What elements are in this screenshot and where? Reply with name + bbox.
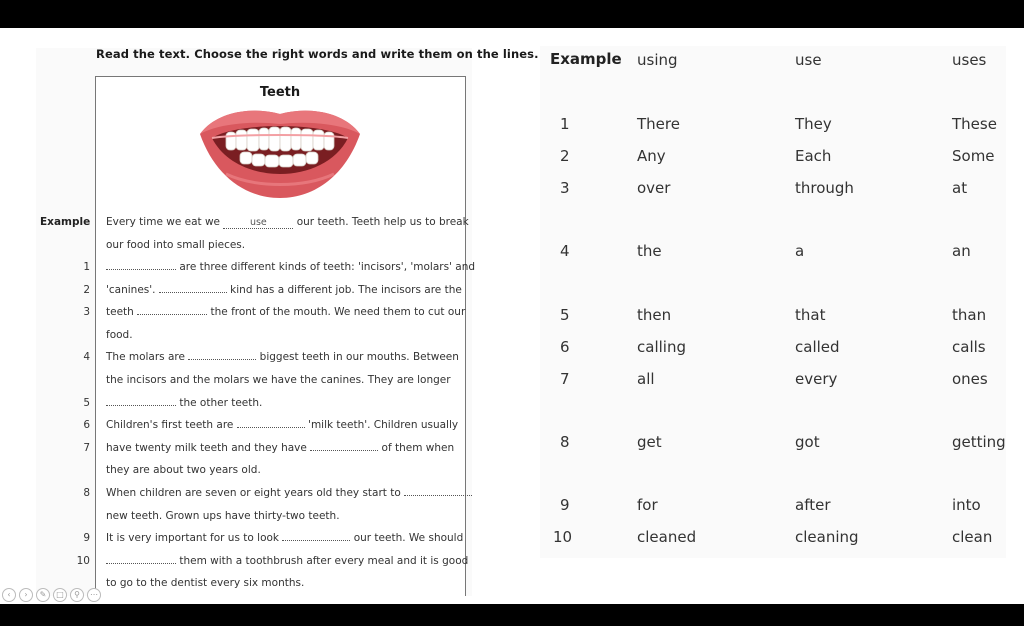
text-line: Every time we eat we use our teeth. Teeth help us to break <box>106 216 469 228</box>
options-panel <box>540 46 1006 558</box>
question-number: 7 <box>83 442 90 454</box>
question-number: 8 <box>83 487 90 499</box>
option-c: ones <box>952 370 988 388</box>
option-c: at <box>952 179 968 197</box>
text-line: they are about two years old. <box>106 464 261 476</box>
option-a: the <box>637 242 662 260</box>
option-c: These <box>952 115 997 133</box>
option-row-label: 5 <box>560 306 570 324</box>
option-c: Some <box>952 147 995 165</box>
viewer-controls <box>2 588 101 602</box>
option-c: uses <box>952 51 987 69</box>
option-row-label: 2 <box>560 147 570 165</box>
option-c: clean <box>952 528 993 546</box>
option-c: than <box>952 306 987 324</box>
option-b: got <box>795 433 820 451</box>
option-row-label: 4 <box>560 242 570 260</box>
option-b: through <box>795 179 854 197</box>
question-number: 4 <box>83 351 90 363</box>
option-a: Any <box>637 147 666 165</box>
option-c: an <box>952 242 971 260</box>
question-number: 10 <box>76 555 90 567</box>
option-b: cleaning <box>795 528 859 546</box>
option-row-label: 8 <box>560 433 570 451</box>
option-a: There <box>637 115 680 133</box>
answer-gap-3[interactable] <box>137 305 207 315</box>
answer-gap-5[interactable] <box>106 396 176 406</box>
option-row-label: 3 <box>560 179 570 197</box>
option-a: get <box>637 433 662 451</box>
option-a: then <box>637 306 672 324</box>
option-row-label: 1 <box>560 115 570 133</box>
text-line: to go to the dentist every six months. <box>106 577 305 589</box>
next-icon[interactable]: › <box>19 588 33 602</box>
text-line: Children's first teeth are 'milk teeth'. Children usually <box>106 419 459 431</box>
question-number: 2 <box>83 284 90 296</box>
option-a: for <box>637 496 658 514</box>
answer-gap-2[interactable] <box>159 283 227 293</box>
worksheet-instruction: Read the text. Choose the right words and write them on the lines. <box>96 47 539 61</box>
answer-gap-10[interactable] <box>106 554 176 564</box>
answer-gap-1[interactable] <box>106 260 176 270</box>
worksheet-title: Teeth <box>259 85 301 100</box>
option-a: using <box>637 51 678 69</box>
option-c: getting <box>952 433 1006 451</box>
text-line: new teeth. Grown ups have thirty-two teeth. <box>106 510 340 522</box>
example-answer-gap: use <box>223 218 293 229</box>
option-row-label: 10 <box>553 528 573 546</box>
pen-icon[interactable]: ✎ <box>36 588 50 602</box>
text-line: the other teeth. <box>106 395 262 411</box>
text-line: the incisors and the molars we have the canines. They are longer <box>106 374 451 386</box>
option-b: that <box>795 306 826 324</box>
answer-gap-6[interactable] <box>237 418 305 428</box>
question-number: 1 <box>83 261 90 273</box>
answer-gap-9[interactable] <box>282 531 350 541</box>
answer-gap-8[interactable] <box>404 486 472 496</box>
option-c: into <box>952 496 981 514</box>
option-c: calls <box>952 338 986 356</box>
bottom-letterbox <box>0 604 1024 626</box>
option-a: calling <box>637 338 686 356</box>
option-b: called <box>795 338 840 356</box>
example-label: Example <box>40 216 91 228</box>
question-number: 6 <box>83 419 90 431</box>
text-line: It is very important for us to look our teeth. We should <box>106 532 464 544</box>
text-line: When children are seven or eight years old they start to <box>106 485 472 501</box>
slides-icon[interactable]: □ <box>53 588 67 602</box>
text-line: 'canines'. kind has a different job. The incisors are the <box>106 284 462 296</box>
option-row-label: Example <box>550 50 622 68</box>
mouth-illustration <box>196 104 364 202</box>
option-row-label: 7 <box>560 370 570 388</box>
option-a: all <box>637 370 655 388</box>
answer-gap-7[interactable] <box>310 441 378 451</box>
option-b: Each <box>795 147 832 165</box>
option-a: cleaned <box>637 528 697 546</box>
text-line: our food into small pieces. <box>106 239 246 251</box>
zoom-icon[interactable]: ⚲ <box>70 588 84 602</box>
text-line: The molars are biggest teeth in our mouths. Between <box>106 351 459 363</box>
more-icon[interactable]: ⋯ <box>87 588 101 602</box>
answer-gap-4[interactable] <box>188 350 256 360</box>
question-number: 5 <box>83 397 90 409</box>
top-letterbox <box>0 0 1024 28</box>
text-line: are three different kinds of teeth: 'incisors', 'molars' and <box>106 259 475 275</box>
question-number: 9 <box>83 532 90 544</box>
option-b: after <box>795 496 831 514</box>
text-line: teeth the front of the mouth. We need them to cut our <box>106 306 466 318</box>
option-row-label: 6 <box>560 338 570 356</box>
previous-icon[interactable]: ‹ <box>2 588 16 602</box>
text-line: food. <box>106 329 133 341</box>
option-b: use <box>795 51 822 69</box>
option-b: They <box>795 115 832 133</box>
text-line: them with a toothbrush after every meal and it is good <box>106 553 468 569</box>
question-number: 3 <box>83 306 90 318</box>
option-b: a <box>795 242 805 260</box>
text-line: have twenty milk teeth and they have of them when <box>106 442 455 454</box>
option-a: over <box>637 179 671 197</box>
option-row-label: 9 <box>560 496 570 514</box>
option-b: every <box>795 370 838 388</box>
